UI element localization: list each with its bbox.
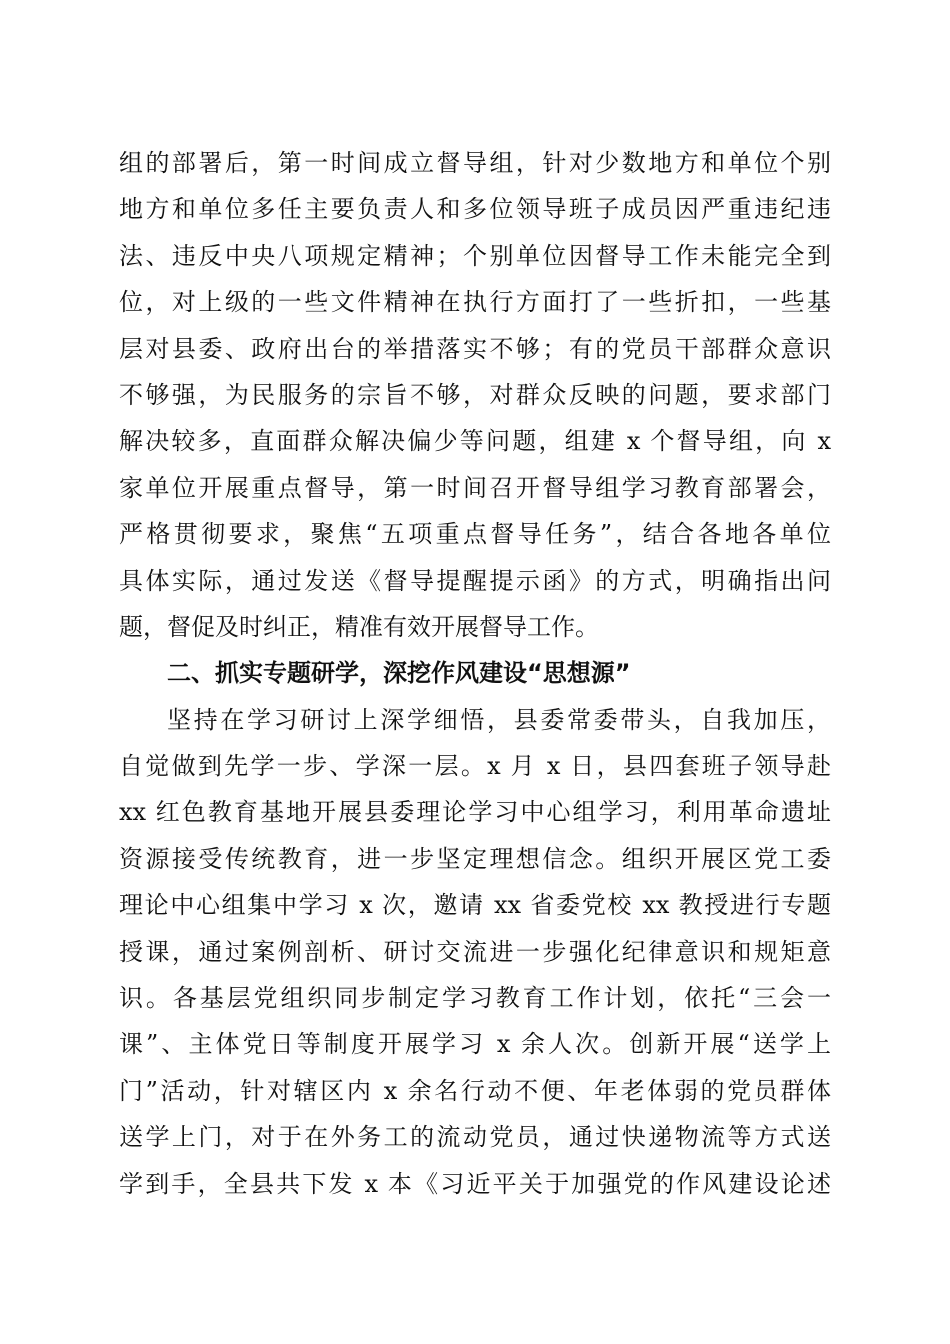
text-line: 组的部署后，第一时间成立督导组，针对少数地方和单位个别 (119, 149, 831, 177)
paragraph-continuation (119, 140, 831, 650)
text-line: 送学上门，对于在外务工的流动党员，通过快递物流等方式送 (119, 1123, 831, 1152)
text-line: 严格贯彻要求，聚焦“五项重点督导任务”，结合各地各单位 (119, 520, 831, 549)
text-line: 学到手，全县共下发 x 本《习近平关于加强党的作风建设论述 (119, 1169, 831, 1198)
text-line-first: 坚持在学习研讨上深学细悟，县委常委带头，自我加压， (167, 705, 831, 734)
text-line: 法、违反中央八项规定精神；个别单位因督导工作未能完全到 (119, 241, 831, 270)
document-body (119, 140, 831, 1207)
text-line: 具体实际，通过发送《督导提醒提示函》的方式，明确指出问 (119, 566, 831, 595)
text-line: 授课，通过案例剖析、研讨交流进一步强化纪律意识和规矩意 (119, 937, 831, 966)
text-line: 自觉做到先学一步、学深一层。x 月 x 日，县四套班子领导赴 (119, 752, 831, 781)
text-line-last: 题，督促及时纠正，精准有效开展督导工作。 (119, 612, 599, 641)
text-line: 家单位开展重点督导，第一时间召开督导组学习教育部署会， (119, 473, 831, 502)
paragraph-two (119, 697, 831, 1207)
text-line: 理论中心组集中学习 x 次，邀请 xx 省委党校 xx 教授进行专题 (119, 891, 831, 920)
text-line: 门”活动，针对辖区内 x 余名行动不便、年老体弱的党员群体 (119, 1076, 831, 1105)
text-line: 识。各基层党组织同步制定学习教育工作计划，依托“三会一 (119, 984, 831, 1013)
text-line: 解决较多，直面群众解决偏少等问题，组建 x 个督导组，向 x (119, 427, 831, 456)
text-line: 地方和单位多任主要负责人和多位领导班子成员因严重违纪违 (119, 195, 831, 224)
text-line: 不够强，为民服务的宗旨不够，对群众反映的问题，要求部门 (119, 380, 831, 409)
text-line: xx 红色教育基地开展县委理论学习中心组学习，利用革命遗址 (119, 798, 831, 827)
text-line: 资源接受传统教育，进一步坚定理想信念。组织开展区党工委 (119, 844, 831, 873)
text-line: 课”、主体党日等制度开展学习 x 余人次。创新开展“送学上 (119, 1030, 831, 1059)
text-line: 层对县委、政府出台的举措落实不够；有的党员干部群众意识 (119, 334, 831, 363)
section-heading: 二、抓实专题研学，深挖作风建设“思想源” (167, 659, 631, 688)
text-line: 位，对上级的一些文件精神在执行方面打了一些折扣，一些基 (119, 288, 831, 317)
